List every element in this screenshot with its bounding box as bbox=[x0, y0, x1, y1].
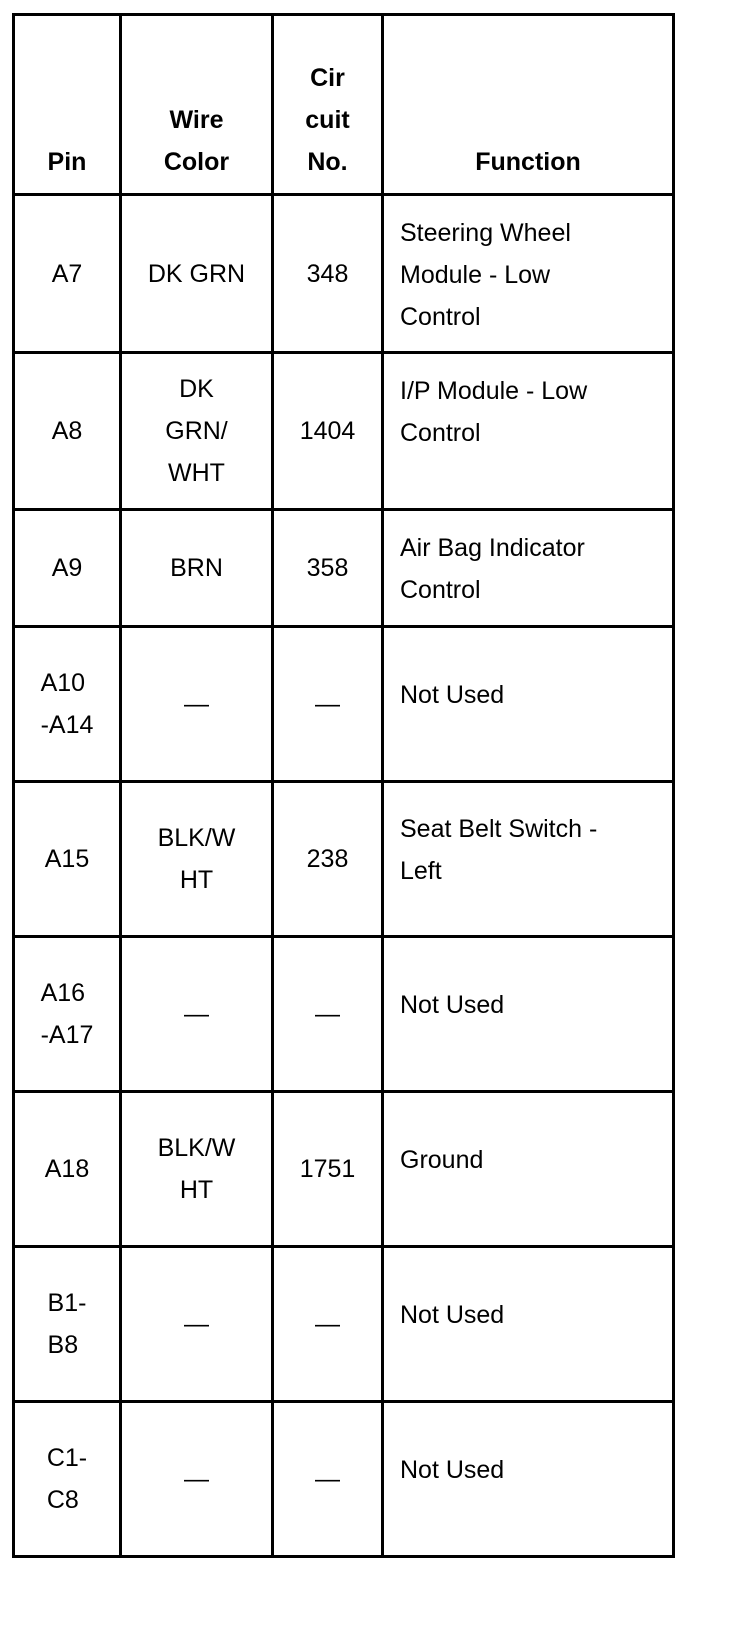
circuit-no-cell: 1404 bbox=[273, 353, 383, 510]
wire-color-cell: — bbox=[121, 1402, 273, 1557]
circuit-no-cell: — bbox=[273, 937, 383, 1092]
wire-color-cell: BRN bbox=[121, 510, 273, 627]
circuit-no-cell: — bbox=[273, 1247, 383, 1402]
pinout-table bbox=[12, 13, 675, 1558]
circuit-no-cell: — bbox=[273, 627, 383, 782]
pin-cell: A18 bbox=[14, 1092, 121, 1247]
table-row bbox=[14, 353, 674, 510]
pin-cell: A16 -A17 bbox=[14, 937, 121, 1092]
wire-color-cell: — bbox=[121, 937, 273, 1092]
function-cell: Steering Wheel Module - Low Control bbox=[383, 195, 674, 353]
wire-color-cell: — bbox=[121, 1247, 273, 1402]
circuit-no-cell: 238 bbox=[273, 782, 383, 937]
pin-cell: A7 bbox=[14, 195, 121, 353]
circuit-no-cell: 358 bbox=[273, 510, 383, 627]
circuit-no-cell: — bbox=[273, 1402, 383, 1557]
header-row bbox=[14, 15, 674, 195]
function-cell: Not Used bbox=[383, 1402, 674, 1557]
pin-cell: C1- C8 bbox=[14, 1402, 121, 1557]
function-cell: Seat Belt Switch - Left bbox=[383, 782, 674, 937]
function-cell: Not Used bbox=[383, 1247, 674, 1402]
table-row bbox=[14, 782, 674, 937]
table-row bbox=[14, 1247, 674, 1402]
pin-cell: A8 bbox=[14, 353, 121, 510]
pin-cell: A9 bbox=[14, 510, 121, 627]
header-function: Function bbox=[383, 15, 674, 195]
wire-color-cell: BLK/W HT bbox=[121, 782, 273, 937]
wire-color-cell: BLK/W HT bbox=[121, 1092, 273, 1247]
pin-cell: A10 -A14 bbox=[14, 627, 121, 782]
pin-cell: A15 bbox=[14, 782, 121, 937]
header-circuit-no: Cir cuit No. bbox=[273, 15, 383, 195]
function-cell: Not Used bbox=[383, 627, 674, 782]
table-row bbox=[14, 1402, 674, 1557]
wire-color-cell: — bbox=[121, 627, 273, 782]
table-row bbox=[14, 627, 674, 782]
table-row bbox=[14, 937, 674, 1092]
function-cell: I/P Module - Low Control bbox=[383, 353, 674, 510]
table-row bbox=[14, 510, 674, 627]
function-cell: Ground bbox=[383, 1092, 674, 1247]
table-row bbox=[14, 1092, 674, 1247]
header-wire-color: Wire Color bbox=[121, 15, 273, 195]
circuit-no-cell: 1751 bbox=[273, 1092, 383, 1247]
function-cell: Not Used bbox=[383, 937, 674, 1092]
wire-color-cell: DK GRN/ WHT bbox=[121, 353, 273, 510]
header-pin: Pin bbox=[14, 15, 121, 195]
circuit-no-cell: 348 bbox=[273, 195, 383, 353]
wire-color-cell: DK GRN bbox=[121, 195, 273, 353]
table-row bbox=[14, 195, 674, 353]
pin-cell: B1- B8 bbox=[14, 1247, 121, 1402]
function-cell: Air Bag Indicator Control bbox=[383, 510, 674, 627]
